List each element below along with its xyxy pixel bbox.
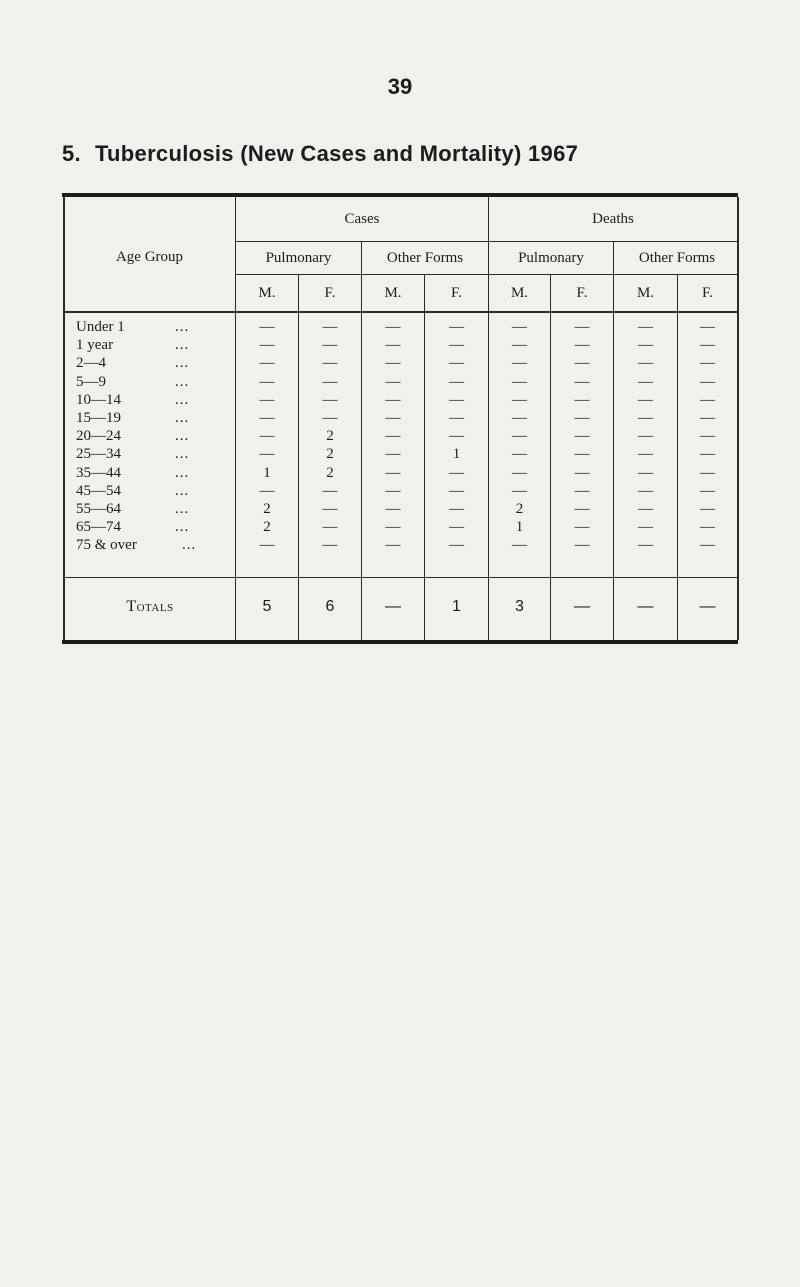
sex-header-6: F. [576, 285, 588, 301]
sub-header-underline [236, 274, 738, 275]
table-cell: — [322, 537, 338, 554]
age-group-label: 75 & over [76, 537, 137, 554]
table-cell: 2 [263, 519, 271, 536]
table-cell: 2 [326, 464, 334, 481]
table-cell: — [574, 410, 590, 426]
table-cell: — [700, 391, 715, 408]
age-group-cell [76, 445, 190, 463]
cases-header: Cases [344, 211, 380, 227]
age-group-cell [76, 354, 190, 372]
table-cell: — [638, 464, 653, 481]
table-cell: — [638, 337, 653, 354]
table-cell: — [574, 373, 590, 390]
table-cell: — [322, 410, 338, 426]
table-cell: — [385, 464, 401, 481]
table-cell: — [385, 428, 401, 445]
age-group-label: 5—9 [76, 373, 106, 390]
table-cell: — [512, 464, 527, 481]
table-cell: — [449, 337, 464, 354]
table-cell: — [449, 519, 464, 536]
table-cell: — [322, 391, 338, 408]
table-cell: — [322, 482, 338, 499]
table-cell: — [638, 319, 653, 335]
cases-pulmonary-header: Pulmonary [265, 250, 332, 266]
table-cell: 2 [263, 501, 271, 517]
table-cell: 2 [326, 428, 334, 445]
age-group-label: 65—74 [76, 519, 121, 536]
age-group-cell [76, 482, 190, 500]
age-group-label: 1 year [76, 337, 114, 354]
table-cell: — [700, 319, 715, 335]
table-cell: — [638, 391, 653, 408]
section-title: Tuberculosis (New Cases and Mortality) 1967 [94, 141, 579, 166]
totals-cell: — [574, 598, 590, 615]
page-title [62, 141, 578, 167]
sex-header-8: F. [702, 285, 713, 301]
table-cell: — [385, 501, 401, 517]
leader-dots: ... [175, 319, 190, 335]
table-cell: — [638, 410, 653, 426]
sex-header-5: M. [510, 285, 529, 301]
table-cell: — [385, 519, 401, 536]
leader-dots: ... [175, 355, 190, 372]
leader-dots: ... [175, 482, 190, 499]
table-cell: 2 [326, 446, 334, 463]
table-cell: — [385, 373, 401, 390]
table-cell: — [259, 537, 275, 554]
section-number: 5. [62, 141, 81, 166]
table-cell: — [638, 355, 653, 372]
sex-header-1: M. [258, 285, 276, 301]
table-cell: — [449, 501, 464, 517]
table-bottom-rule [62, 640, 738, 644]
table-cell: — [259, 446, 275, 463]
leader-dots: ... [175, 446, 190, 463]
table-cell: — [385, 446, 401, 463]
table-cell: — [512, 391, 527, 408]
age-group-label: 35—44 [76, 464, 121, 481]
age-group-label: 55—64 [76, 501, 121, 517]
totals-cell: — [637, 598, 654, 615]
age-group-label: 2—4 [76, 355, 106, 372]
table-cell: — [574, 446, 590, 463]
table-cell: — [700, 501, 715, 517]
table-cell: — [700, 410, 715, 426]
table-cell: — [700, 446, 715, 463]
table-cell: — [512, 337, 527, 354]
sex-header-3: M. [384, 285, 402, 301]
table-cell: — [700, 482, 715, 499]
cases-other-forms-header: Other Forms [386, 250, 464, 266]
age-group-header: Age Group [115, 249, 184, 265]
table-cell: — [638, 537, 653, 554]
table-cell: — [512, 446, 527, 463]
table-cell: — [574, 537, 590, 554]
table-cell: — [259, 391, 275, 408]
table-cell: — [259, 428, 275, 445]
age-group-cell [76, 464, 190, 482]
leader-dots: ... [175, 391, 190, 408]
table-cell: — [449, 428, 464, 445]
table-cell: — [700, 373, 715, 390]
totals-cell: 5 [262, 598, 272, 615]
table-cell: — [385, 391, 401, 408]
table-cell: — [512, 410, 527, 426]
sex-header-4: F. [451, 285, 462, 301]
table-cell: — [322, 337, 338, 354]
leader-dots: ... [175, 501, 190, 517]
deaths-pulmonary-header: Pulmonary [518, 250, 584, 266]
table-cell: — [638, 482, 653, 499]
age-group-label: 10—14 [76, 391, 121, 408]
table-cell: — [259, 410, 275, 426]
table-cell: — [574, 319, 590, 335]
table-cell: — [449, 482, 464, 499]
header-bottom-rule [64, 311, 738, 313]
table-cell: — [638, 501, 653, 517]
age-group-cell [76, 391, 190, 409]
table-cell: — [700, 537, 715, 554]
totals-cell: 6 [325, 598, 335, 615]
table-cell: — [574, 391, 590, 408]
table-cell: — [574, 482, 590, 499]
table-cell: — [638, 446, 653, 463]
table-cell: — [700, 337, 715, 354]
table-cell: 1 [452, 446, 461, 463]
age-group-label: Under 1 [76, 319, 125, 335]
totals-cell: — [385, 598, 401, 615]
table-cell: — [385, 355, 401, 372]
table-cell: 1 [515, 519, 524, 536]
page-number: 39 [387, 74, 413, 99]
table-cell: — [259, 482, 275, 499]
table-cell: — [449, 464, 464, 481]
leader-dots: ... [175, 464, 190, 481]
sex-header-2: F. [324, 285, 336, 301]
table-top-rule [62, 193, 738, 197]
table-cell: — [385, 337, 401, 354]
table-cell: — [322, 319, 338, 335]
age-group-cell [76, 318, 190, 336]
table-cell: — [449, 319, 464, 335]
age-group-cell [76, 409, 190, 427]
age-group-label: 25—34 [76, 446, 121, 463]
table-cell: — [638, 428, 653, 445]
table-cell: — [700, 519, 715, 536]
table-cell: — [512, 373, 527, 390]
table-cell: — [700, 464, 715, 481]
table-cell: — [700, 355, 715, 372]
table-cell: — [700, 428, 715, 445]
table-cell: — [259, 373, 275, 390]
sex-header-7: M. [636, 285, 655, 301]
age-group-cell [76, 518, 190, 536]
table-cell: — [512, 319, 527, 335]
table-cell: 1 [263, 464, 271, 481]
table-cell: — [512, 482, 527, 499]
table-cell: — [512, 537, 527, 554]
leader-dots: ... [175, 519, 190, 536]
leader-dots: ... [182, 537, 197, 554]
totals-cell: 3 [515, 598, 524, 615]
totals-label: Totals [126, 598, 174, 615]
table-cell: — [385, 537, 401, 554]
table-cell: — [385, 319, 401, 335]
table-cell: — [574, 501, 590, 517]
table-cell: — [638, 373, 653, 390]
table-cell: — [449, 355, 464, 372]
deaths-header: Deaths [592, 211, 634, 227]
table-cell: — [322, 501, 338, 517]
age-group-label: 45—54 [76, 482, 121, 499]
table-cell: 2 [515, 501, 524, 517]
table-cell: — [574, 337, 590, 354]
table-cell: — [638, 519, 653, 536]
table-cell: — [574, 464, 590, 481]
deaths-other-forms-header: Other Forms [638, 250, 716, 266]
age-group-cell [76, 500, 190, 518]
age-group-cell [76, 536, 197, 554]
totals-top-rule [64, 577, 738, 578]
table-cell: — [385, 410, 401, 426]
totals-cell: — [699, 598, 716, 615]
leader-dots: ... [175, 337, 190, 354]
age-group-label: 20—24 [76, 428, 121, 445]
group-header-underline [236, 241, 738, 242]
table-cell: — [574, 355, 590, 372]
table-cell: — [449, 391, 464, 408]
table-cell: — [449, 373, 464, 390]
age-group-cell [76, 373, 190, 391]
table-cell: — [259, 319, 275, 335]
table-cell: — [322, 519, 338, 536]
table-cell: — [574, 428, 590, 445]
table-cell: — [322, 355, 338, 372]
table-cell: — [512, 355, 527, 372]
age-group-cell [76, 336, 190, 354]
age-group-cell [76, 427, 190, 445]
totals-cell: 1 [452, 598, 461, 615]
leader-dots: ... [175, 373, 190, 390]
table-cell: — [574, 519, 590, 536]
table-cell: — [449, 410, 464, 426]
table-cell: — [449, 537, 464, 554]
table-cell: — [322, 373, 338, 390]
table-cell: — [259, 337, 275, 354]
table-cell: — [385, 482, 401, 499]
leader-dots: ... [175, 428, 190, 445]
table-cell: — [512, 428, 527, 445]
leader-dots: ... [175, 410, 190, 426]
age-group-label: 15—19 [76, 410, 121, 426]
table-cell: — [259, 355, 275, 372]
